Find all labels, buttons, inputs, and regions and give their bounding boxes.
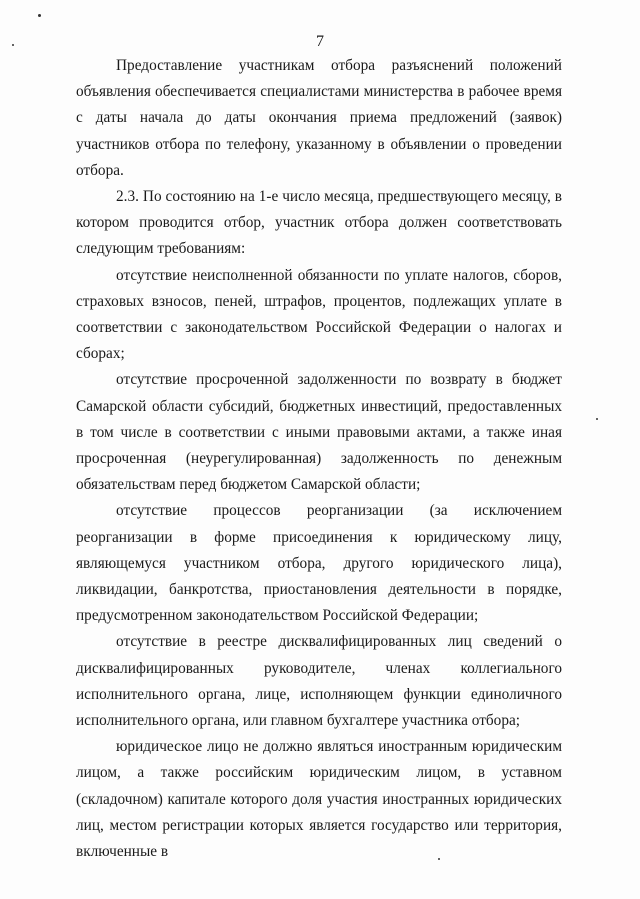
page-number: 7 [316,33,324,50]
paragraph-disqualified-persons: отсутствие в реестре дисквалифицированных лиц сведений о дисквалифицированных руководителе, членах коллегиального исполнительного органа, лице, исполняющем функции единоличного исполнительного органа, или главном бухгалтере участника отбора; [76,633,562,730]
paragraph-tax-debt: отсутствие неисполненной обязанности по уплате налогов, сборов, страховых взносов, пеней, штрафов, процентов, подлежащих уплате в соответствии с законодательством Российской Федерации о налогах и сборах; [76,266,562,363]
scan-speck [38,14,41,17]
paragraph-reorganization: отсутствие процессов реорганизации (за исключением реорганизации в форме присоединения к юридическому лицу, являющемуся участником отбора, другого юридического лица), ликвидации, банкротства, приостановления деятельности в порядке, предусмотренном законодательством Российской Федерации; [76,502,562,625]
paragraph-foreign-entity: юридическое лицо не должно являться иностранным юридическим лицом, а также российским юридическим лицом, в уставном (складочном) капитале которого доля участия иностранных юридических лиц, местом регистрации которых является государство или территория, включенные в [76,738,562,861]
paragraph-consultation: Предоставление участникам отбора разъяснений положений объявления обеспечивается специалистами министерства в рабочее время с даты начала до даты окончания приема предложений (заявок) участников отбора по телефону, указанному в объявлении о проведении отбора. [76,57,562,179]
scan-speck [596,418,598,420]
document-body [76,53,562,865]
paragraph-overdue-debt: отсутствие просроченной задолженности по возврату в бюджет Самарской области субсидий, бюджетных инвестиций, предоставленных в том числе в соответствии с иными правовыми актами, а также иная просроченная (неурегулированная) задолженность по денежным обязательствам перед бюджетом Самарской области; [76,371,562,494]
paragraph-requirements-intro: 2.3. По состоянию на 1-е число месяца, предшествующего месяцу, в котором проводится отбор, участник отбора должен соответствовать следующим требованиям: [76,188,562,258]
